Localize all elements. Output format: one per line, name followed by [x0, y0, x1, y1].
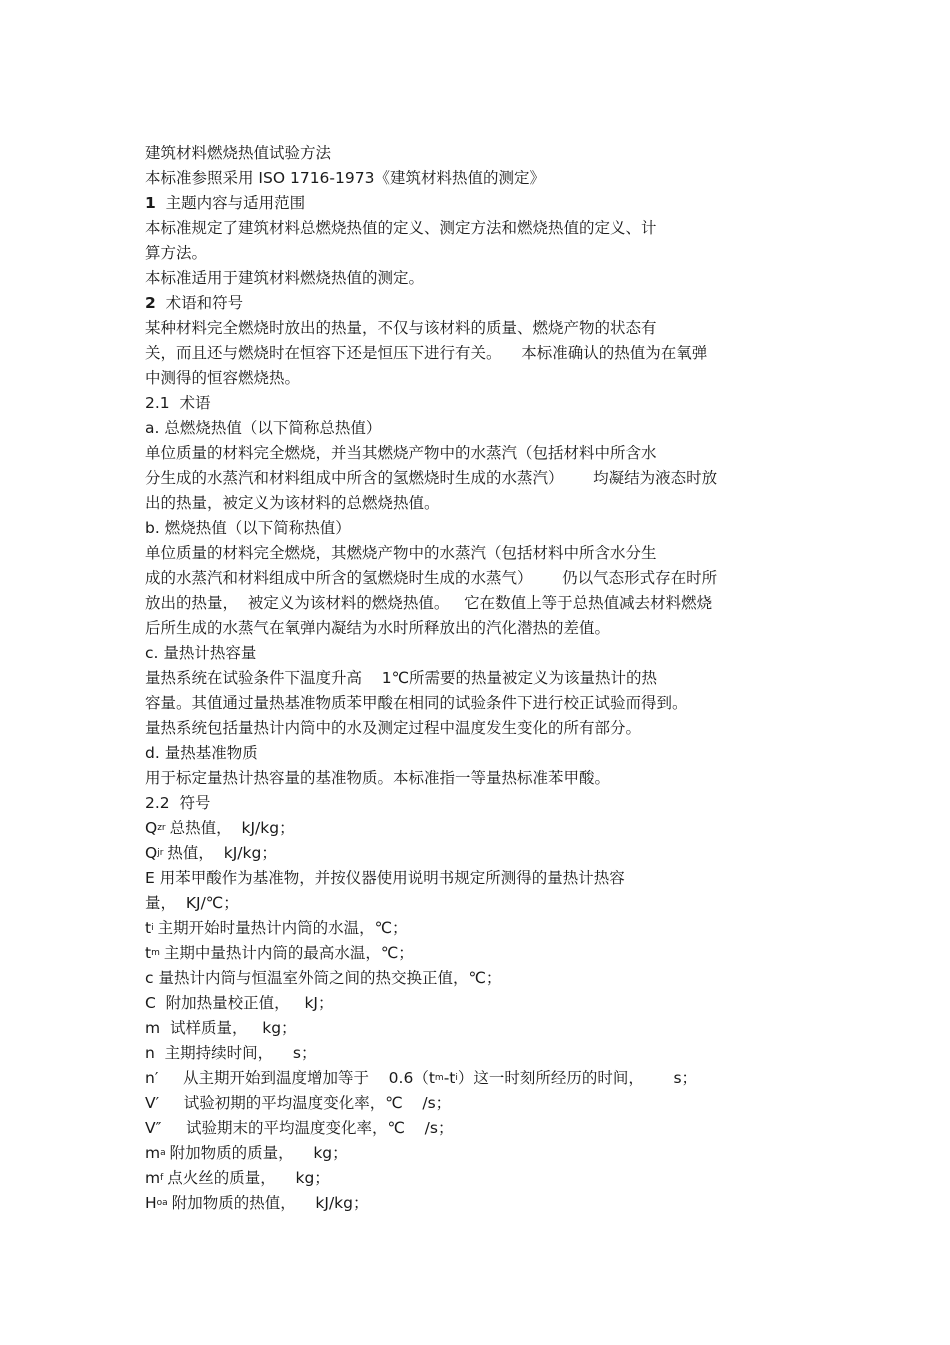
document-body	[145, 141, 845, 1216]
symbol-subscript: oa	[156, 1198, 168, 1208]
symbol-qjr	[145, 841, 845, 866]
section-1-heading	[145, 191, 845, 216]
subsection-heading: 2.2 符号	[145, 794, 211, 812]
paragraph-line: 单位质量的材料完全燃烧，并当其燃烧产物中的水蒸汽（包括材料中所含水	[145, 444, 657, 462]
symbol-n-prime	[145, 1066, 845, 1091]
symbol-mf	[145, 1166, 845, 1191]
symbol-letter: Q	[145, 844, 158, 862]
paragraph-line: 容量。其值通过量热基准物质苯甲酸在相同的试验条件下进行校正试验而得到。	[145, 694, 688, 712]
term-heading: b. 燃烧热值（以下简称热值）	[145, 519, 351, 537]
symbol-subscript: i	[455, 1073, 458, 1083]
paragraph-line: 算方法。	[145, 244, 208, 262]
symbol-subscript: zr	[157, 823, 166, 833]
symbol-letter: Q	[145, 819, 158, 837]
paragraph-line: 本标准规定了建筑材料总燃烧热值的定义、测定方法和燃烧热值的定义、计	[145, 219, 657, 237]
section-number: 2	[145, 294, 156, 312]
symbol-c-upper: C 附加热量校正值， kJ；	[145, 994, 334, 1012]
term-heading: d. 量热基准物质	[145, 744, 258, 762]
section-2-heading	[145, 291, 845, 316]
symbol-ti	[145, 916, 845, 941]
symbol-e: E 用苯甲酸作为基准物，并按仪器使用说明书规定所测得的量热计热容	[145, 869, 625, 887]
symbol-definition: 主期开始时量热计内筒的水温，℃；	[157, 919, 408, 937]
symbol-v-double-prime: V″ 试验期末的平均温度变化率，℃ /s；	[145, 1119, 454, 1137]
symbol-letter: m	[145, 1169, 161, 1187]
symbol-definition: 附加物质的质量， kg；	[169, 1144, 348, 1162]
symbol-v-prime: V′ 试验初期的平均温度变化率，℃ /s；	[145, 1094, 452, 1112]
term-heading: a. 总燃烧热值（以下简称总热值）	[145, 419, 382, 437]
symbol-letter: t	[145, 919, 152, 937]
adoption-statement: 本标准参照采用 ISO 1716-1973《建筑材料热值的测定》	[145, 169, 545, 187]
symbol-definition: n′ 从主期开始到温度增加等于 0.6（t	[145, 1069, 435, 1087]
document-title: 建筑材料燃烧热值试验方法	[145, 144, 332, 162]
symbol-definition: 主期中量热计内筒的最高水温，℃；	[163, 944, 414, 962]
symbol-letter: t	[145, 944, 152, 962]
paragraph-line: 后所生成的水蒸气在氧弹内凝结为水时所释放出的汽化潜热的差值。	[145, 619, 611, 637]
paragraph-line: 用于标定量热计热容量的基准物质。本标准指一等量热标准苯甲酸。	[145, 769, 611, 787]
term-heading: c. 量热计热容量	[145, 644, 257, 662]
symbol-definition: ）这一时刻所经历的时间， s；	[457, 1069, 698, 1087]
paragraph-line: 关，而且还与燃烧时在恒容下还是恒压下进行有关。 本标准确认的热值为在氧弹	[145, 344, 708, 362]
paragraph-line: 量热系统包括量热计内筒中的水及测定过程中温度发生变化的所有部分。	[145, 719, 642, 737]
paragraph-line: 放出的热量， 被定义为该材料的燃烧热值。 它在数值上等于总热值减去材料燃烧	[145, 594, 713, 612]
symbol-subscript: a	[160, 1148, 166, 1158]
symbol-subscript: m	[151, 948, 160, 958]
section-number: 1	[145, 194, 156, 212]
symbol-subscript: jr	[157, 848, 164, 858]
symbol-n: n 主期持续时间， s；	[145, 1044, 317, 1062]
symbol-subscript: i	[151, 923, 154, 933]
paragraph-line: 本标准适用于建筑材料燃烧热值的测定。	[145, 269, 425, 287]
symbol-hoa	[145, 1191, 845, 1216]
symbol-definition: 总热值， kJ/kg；	[169, 819, 295, 837]
symbol-tm	[145, 941, 845, 966]
symbol-definition: 点火丝的质量， kg；	[167, 1169, 330, 1187]
paragraph-line: 某种材料完全燃烧时放出的热量，不仅与该材料的质量、燃烧产物的状态有	[145, 319, 657, 337]
symbol-c-lower: c 量热计内筒与恒温室外筒之间的热交换正值，℃；	[145, 969, 502, 987]
symbol-definition: 热值， kJ/kg；	[167, 844, 277, 862]
paragraph-line: 分生成的水蒸汽和材料组成中所含的氢燃烧时生成的水蒸汽） 均凝结为液态时放	[145, 469, 718, 487]
symbol-definition: 附加物质的热值， kJ/kg；	[171, 1194, 369, 1212]
symbol-letter: m	[145, 1144, 161, 1162]
subsection-heading: 2.1 术语	[145, 394, 211, 412]
section-title: 主题内容与适用范围	[165, 194, 306, 212]
symbol-m: m 试样质量， kg；	[145, 1019, 297, 1037]
symbol-ma	[145, 1141, 845, 1166]
symbol-subscript: m	[434, 1073, 444, 1083]
section-title: 术语和符号	[165, 294, 244, 312]
symbol-e-cont: 量， KJ/℃；	[145, 894, 239, 912]
symbol-qzr	[145, 816, 845, 841]
paragraph-line: 中测得的恒容燃烧热。	[145, 369, 301, 387]
symbol-subscript: f	[160, 1173, 164, 1183]
paragraph-line: 量热系统在试验条件下温度升高 1℃所需要的热量被定义为该量热计的热	[145, 669, 657, 687]
paragraph-line: 单位质量的材料完全燃烧，其燃烧产物中的水蒸汽（包括材料中所含水分生	[145, 544, 657, 562]
symbol-definition: -t	[443, 1069, 456, 1087]
symbol-letter: H	[145, 1194, 157, 1212]
paragraph-line: 出的热量，被定义为该材料的总燃烧热值。	[145, 494, 440, 512]
paragraph-line: 成的水蒸汽和材料组成中所含的氢燃烧时生成的水蒸气） 仍以气态形式存在时所	[145, 569, 718, 587]
